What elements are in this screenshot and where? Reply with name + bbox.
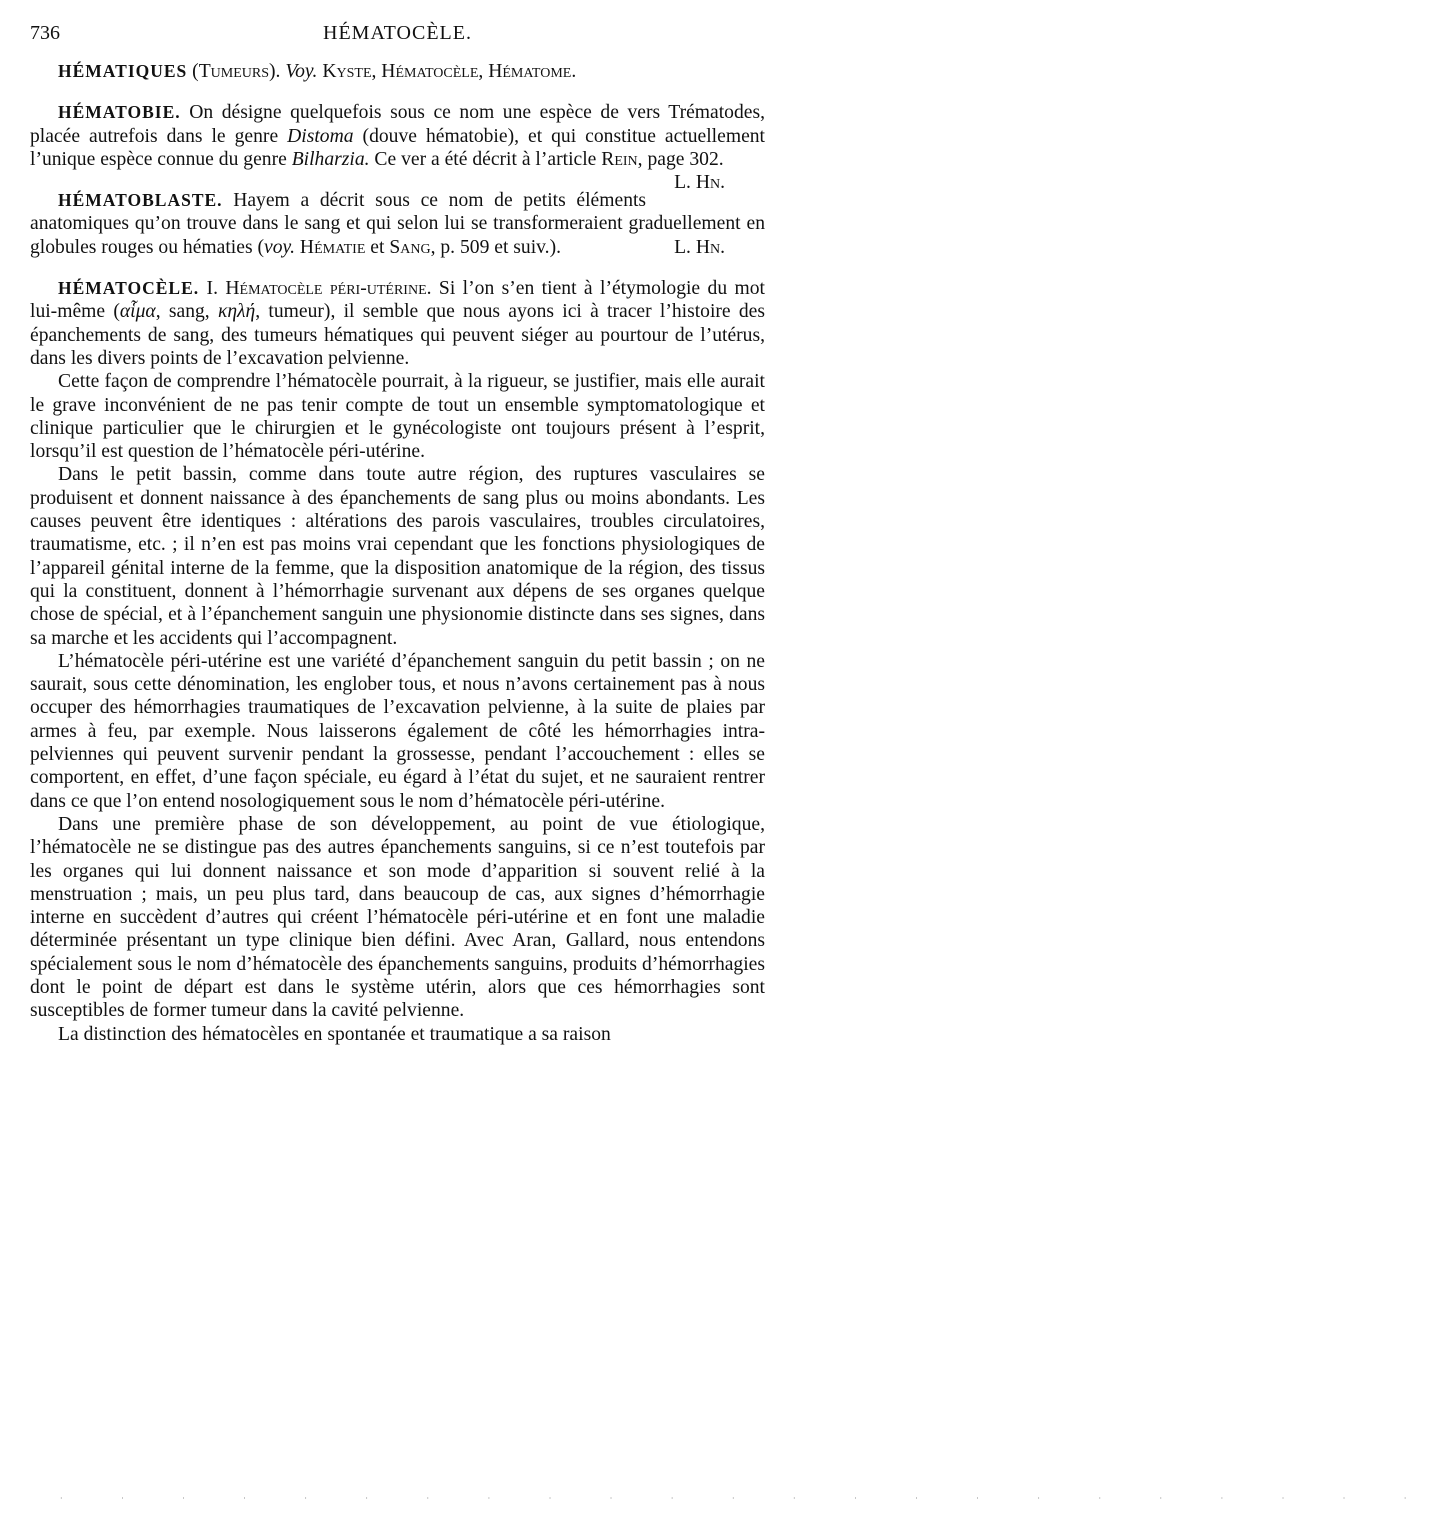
voy-abbrev-2: voy. xyxy=(264,236,296,258)
running-head xyxy=(30,22,765,48)
running-title: HÉMATOCÈLE. xyxy=(323,22,472,44)
entry-hematobie-text-b: (douve hématobie), et qui constitue actuellement l’unique espèce connue du genre xyxy=(30,125,766,170)
entry-hematobie-text-d: , page 302. xyxy=(637,148,724,170)
genus-distoma: Distoma xyxy=(287,125,354,147)
entry-hematoblaste-text-d: , p. 509 et suiv.). xyxy=(430,236,562,258)
entry-hematoblaste xyxy=(30,189,765,259)
entry-hematocele xyxy=(30,277,765,1046)
paragraph-5: Dans une première phase de son développement, au point de vue étiologique, l’hématocèle ne se distingue pas des autres épanchements sanguins, si ce n’est toutefois par les organes qui lui donnent naissance et son mode d’apparition si souvent relié à la menstruation ; mais, un peu plus tard, dans beaucoup de cas, aux signes d’hémorrhagie interne en succèdent d’autres qui créent l’hématocèle péri-utérine et en font une maladie déterminée présentant un type clinique bien défini. Avec Aran, Gallard, nous entendons spécialement sous le nom d’hématocèle des épanchements sanguins, produits d’hémorrhagies dont le point de départ est dans le système utérin, alors que ces hémorrhagies sont susceptibles de former tumeur dans la cavité pelvienne. xyxy=(30,813,765,1022)
greek-kele: κηλή xyxy=(217,301,256,323)
paragraph-3: Dans le petit bassin, comme dans toute autre région, des ruptures vasculaires se produisent et donnent naissance à des épanchements de sang plus ou moins abondants. Les causes peuvent être identiques : altérations des parois vasculaires, troubles circulatoires, traumatisme, etc. ; il n’en est pas moins vrai cependant que les fonctions physiologiques de l’appareil génital interne de la femme, que la disposition anatomique de la région, des tissus qui la constituent, donnent à l’hémorrhagie survenant aux dépens de ses organes quelque chose de spécial, et à l’épanchement sanguin une physionomie distincte dans ses signes, dans sa marche et les accidents qui l’accompagnent. xyxy=(30,464,765,649)
paragraph-6: La distinction des hématocèles en spontanée et traumatique a sa raison xyxy=(58,1023,611,1045)
entry-hematoblaste-text-c: et xyxy=(365,236,390,258)
genus-bilharzia: Bilharzia. xyxy=(291,148,370,170)
paragraph-1-text-b: , sang, xyxy=(155,301,218,323)
greek-haima: αἷμα xyxy=(119,301,156,323)
headword-hematobie: HÉMATOBIE. xyxy=(58,102,181,123)
ref-rein: Rein xyxy=(601,148,638,170)
paragraph-1-text-a: Si l’on s’en tient à l’étymologie du mot lui-même ( xyxy=(30,278,766,323)
headword-hematiques: HÉMATIQUES xyxy=(58,61,188,81)
paragraph-2: Cette façon de comprendre l’hématocèle pourrait, à la rigueur, se justifier, mais elle aurait le grave inconvénient de ne pas tenir compte de tout un ensemble symptomatologique et clinique particulier que le chirurgien et le gynécologiste ont toujours présent à l’esprit, lorsqu’il est question de l’hématocèle péri-utérine. xyxy=(30,371,765,463)
section-title: I. Hématocèle péri-utérine. xyxy=(199,278,432,300)
ref-hematie: Hématie xyxy=(299,236,366,258)
entry-hematiques-text-a: (Tumeurs). xyxy=(187,61,286,82)
voy-abbrev: Voy. xyxy=(285,61,318,82)
headword-hematoblaste: HÉMATOBLASTE. xyxy=(58,190,223,211)
paragraph-1-text-c: , tumeur), il semble que nous ayons ici à tracer l’histoire des épanchements de sang, des tumeurs hématiques qui peuvent siéger au pourtour de l’utérus, dans les divers points de l’excavation pelvienne. xyxy=(30,301,765,369)
page-number: 736 xyxy=(30,22,60,44)
entry-hematobie-text-c: Ce ver a été décrit à l’article xyxy=(369,148,602,170)
signature-hematoblaste: L. Hn. xyxy=(674,236,725,258)
ref-sang: Sang xyxy=(389,236,431,258)
entry-hematobie-text-a: On désigne quelquefois sous ce nom une espèce de vers Trématodes, placée autrefois dans le genre xyxy=(30,102,765,147)
signature-hematobie: L. Hn. xyxy=(674,172,725,194)
paragraph-1 xyxy=(30,277,765,370)
cross-references: Kyste, Hématocèle, Hématome. xyxy=(317,61,577,82)
headword-hematocele: HÉMATOCÈLE. xyxy=(58,278,200,299)
paragraph-4: L’hématocèle péri-utérine est une variété d’épanchement sanguin du petit bassin ; on ne saurait, sous cette dénomination, les englober tous, et nous n’avons certainement pas à nous occuper des hémorrhagies traumatiques de l’excavation pelvienne, à la suite de plaies par armes à feu, par exemple. Nous laisserons également de côté les hémorrhagies intra-pelviennes qui peuvent survenir pendant la grossesse, pendant l’accouchement : elles se comportent, en effet, d’une façon spéciale, eu égard à l’état du sujet, et ne sauraient rentrer dans ce que l’on entend nosologiquement sous le nom d’hématocèle péri-utérine. xyxy=(30,650,765,812)
document-page xyxy=(30,22,765,1046)
footer-dots: · · · · · · · · · · · · · · · · · · · · · · · xyxy=(60,1494,1434,1503)
entry-hematoblaste-text-a: Hayem a décrit sous ce nom de petits éléments anatomiques qu’on trouve dans le sang et qui selon lui se transformeraient graduellement en globules rouges ou hématies ( xyxy=(30,190,765,258)
entry-hematiques xyxy=(30,60,765,83)
entry-hematobie xyxy=(30,101,766,194)
